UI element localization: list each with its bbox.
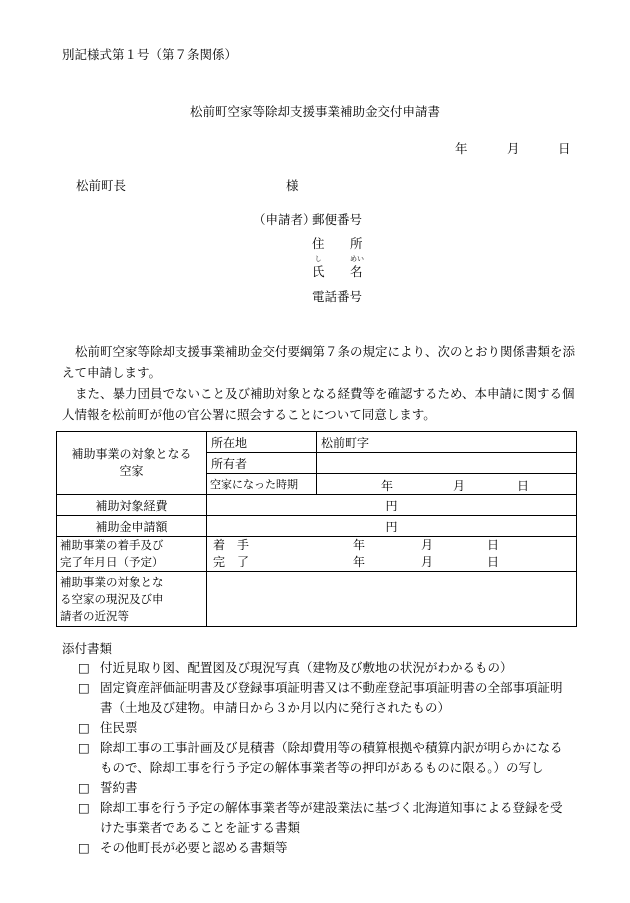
body-paragraph-2: また、暴力団員でないこと及び補助対象となる経費等を確認するため、本申請に関する個人情報を松前町が他の官公署に照会することについて同意します。 bbox=[62, 386, 575, 422]
attachment-item: □ 付近見取り図、配置図及び現況写真（建物及び敷地の状況がわかるもの） bbox=[78, 658, 583, 678]
end-day: 日 bbox=[487, 555, 500, 569]
name-label-2 bbox=[350, 255, 364, 279]
start-label: 着 手 bbox=[213, 538, 250, 552]
end-month: 月 bbox=[421, 555, 434, 569]
name-ruby-2: めい bbox=[350, 255, 364, 263]
addressee-name: 松前町長 bbox=[76, 178, 127, 193]
name-label-1 bbox=[312, 255, 325, 279]
vacant-since-label: 空家になった時期 bbox=[207, 474, 317, 495]
period-label: 補助事業の着手及び 完了年月日（予定） bbox=[57, 537, 207, 572]
checkbox[interactable]: □ bbox=[78, 740, 90, 755]
checkbox[interactable]: □ bbox=[78, 800, 90, 815]
postal-code-label: 郵便番号 bbox=[312, 212, 363, 227]
attachment-item: □ 住民票 bbox=[78, 718, 583, 738]
name-char-2: 名 bbox=[350, 264, 363, 279]
attachments-heading: 添付書類 bbox=[62, 641, 113, 656]
page-title: 松前町空家等除却支援事業補助金交付申請書 bbox=[189, 104, 440, 119]
address-label-1: 住 bbox=[312, 236, 325, 251]
owner-label: 所有者 bbox=[207, 453, 317, 474]
date-year-label: 年 bbox=[455, 141, 468, 156]
addressee-honorific: 様 bbox=[286, 178, 299, 193]
end-label: 完 了 bbox=[213, 555, 250, 569]
applicant-label: （申請者） bbox=[253, 212, 316, 227]
phone-label: 電話番号 bbox=[312, 289, 363, 304]
start-year: 年 bbox=[353, 538, 366, 552]
cost-field[interactable]: 円 bbox=[207, 495, 577, 516]
application-table bbox=[56, 431, 577, 627]
period-field[interactable] bbox=[207, 537, 577, 572]
name-char-1: 氏 bbox=[312, 264, 325, 279]
date-day-label: 日 bbox=[558, 141, 571, 156]
start-month: 月 bbox=[421, 538, 434, 552]
vacant-day: 日 bbox=[517, 479, 530, 493]
body-paragraph-1: 松前町空家等除却支援事業補助金交付要綱第７条の規定により、次のとおり関係書類を添えて申請します。 bbox=[62, 344, 576, 380]
attachment-item: □ 誓約書 bbox=[78, 778, 583, 798]
location-field[interactable]: 松前町字 bbox=[317, 432, 577, 453]
attachment-item: □ その他町長が必要と認める書類等 bbox=[78, 838, 583, 858]
vacant-since-field[interactable] bbox=[317, 474, 577, 495]
status-label: 補助事業の対象とな る空家の現況及び申 請者の近況等 bbox=[57, 572, 207, 627]
vacant-month: 月 bbox=[453, 479, 466, 493]
cost-label: 補助対象経費 bbox=[57, 495, 207, 516]
owner-field[interactable] bbox=[317, 453, 577, 474]
request-amount-field[interactable]: 円 bbox=[207, 516, 577, 537]
status-field[interactable] bbox=[207, 572, 577, 627]
target-house-label: 補助事業の対象となる空家 bbox=[57, 432, 207, 495]
vacant-year: 年 bbox=[381, 479, 394, 493]
location-label: 所在地 bbox=[207, 432, 317, 453]
address-label-2: 所 bbox=[350, 236, 363, 251]
checkbox[interactable]: □ bbox=[78, 840, 90, 855]
checkbox[interactable]: □ bbox=[78, 780, 90, 795]
request-amount-label: 補助金申請額 bbox=[57, 516, 207, 537]
attachment-item: □ 固定資産評価証明書及び登録事項証明書又は不動産登記事項証明書の全部事項証明 書（土地及び建物。申請日から３か月以内に発行されたもの） bbox=[78, 680, 563, 715]
attachment-item: □ 除却工事を行う予定の解体事業者等が建設業法に基づく北海道知事による登録を受 けた事業者であることを証する書類 bbox=[78, 800, 563, 835]
form-number: 別記様式第１号（第７条関係） bbox=[62, 47, 238, 62]
checkbox[interactable]: □ bbox=[78, 680, 90, 695]
date-month-label: 月 bbox=[507, 141, 520, 156]
start-day: 日 bbox=[487, 538, 500, 552]
checkbox[interactable]: □ bbox=[78, 660, 90, 675]
name-ruby-1: し bbox=[314, 255, 322, 263]
checkbox[interactable]: □ bbox=[78, 720, 90, 735]
attachment-item: □ 除却工事の工事計画及び見積書（除却費用等の積算根拠や積算内訳が明らかになる もので、除却工事を行う予定の解体事業者等の押印があるものに限る。）の写し bbox=[78, 740, 563, 775]
end-year: 年 bbox=[353, 555, 366, 569]
